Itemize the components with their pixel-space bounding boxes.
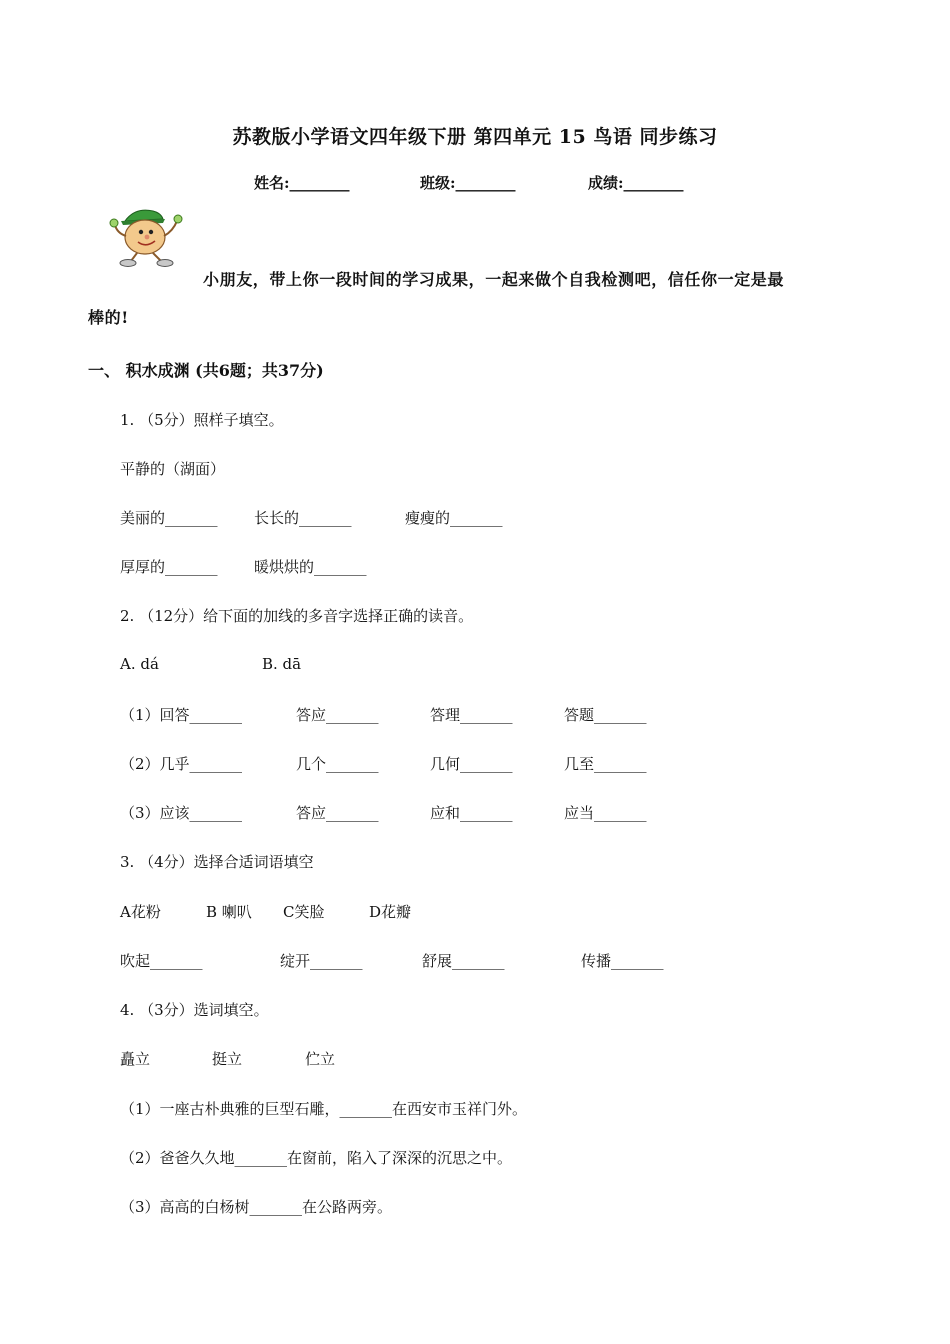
question-2-blank: 答应_______ xyxy=(296,804,379,822)
question-4-item: （1）一座古朴典雅的巨型石雕，_______在西安市玉祥门外。 xyxy=(120,1100,528,1118)
question-2-blank: （3）应该_______ xyxy=(120,804,243,822)
question-4-stem: 4. （3分）选词填空。 xyxy=(120,1001,269,1019)
intro-line-1: 小朋友，带上你一段时间的学习成果，一起来做个自我检测吧，信任你一定是最 xyxy=(203,270,785,289)
question-3-option: C笑脸 xyxy=(283,903,325,921)
question-2-blank: 答理_______ xyxy=(430,706,513,724)
question-4-item: （3）高高的白杨树_______在公路两旁。 xyxy=(120,1198,393,1216)
question-3-option: A花粉 xyxy=(120,903,161,921)
question-2-option: A. dá xyxy=(120,655,159,673)
question-3-option: B 喇叭 xyxy=(206,903,252,921)
question-1-blank: 暖烘烘的_______ xyxy=(254,558,367,576)
question-1-blank: 瘦瘦的_______ xyxy=(405,509,503,527)
question-3-blank: 绽开_______ xyxy=(280,952,363,970)
question-2-blank: 应当_______ xyxy=(564,804,647,822)
question-2-stem: 2. （12分）给下面的加线的多音字选择正确的读音。 xyxy=(120,607,474,625)
question-1-blank: 长长的_______ xyxy=(254,509,352,527)
student-name-field: 姓名:________ xyxy=(254,174,350,192)
question-2-blank: 应和_______ xyxy=(430,804,513,822)
question-1-blank: 厚厚的_______ xyxy=(120,558,218,576)
class-field: 班级:________ xyxy=(420,174,516,192)
question-4-item: （2）爸爸久久地_______在窗前，陷入了深深的沉思之中。 xyxy=(120,1149,513,1167)
question-2-blank: 答题_______ xyxy=(564,706,647,724)
intro-line-2: 棒的! xyxy=(88,308,129,327)
question-2-blank: （2）几乎_______ xyxy=(120,755,243,773)
question-4-word: 矗立 xyxy=(120,1050,151,1068)
question-1-stem: 1. （5分）照样子填空。 xyxy=(120,411,284,429)
question-3-blank: 吹起_______ xyxy=(120,952,203,970)
page-title: 苏教版小学语文四年级下册 第四单元 15 鸟语 同步练习 xyxy=(232,126,718,148)
question-1-blank: 美丽的_______ xyxy=(120,509,218,527)
question-2-blank: 几个_______ xyxy=(296,755,379,773)
cartoon-boy-mascot-icon xyxy=(105,203,191,269)
section-heading: 一、 积水成渊 (共6题；共37分) xyxy=(88,361,324,380)
question-3-blank: 传播_______ xyxy=(581,952,664,970)
question-2-blank: 几至_______ xyxy=(564,755,647,773)
question-2-blank: （1）回答_______ xyxy=(120,706,243,724)
question-4-word: 伫立 xyxy=(305,1050,336,1068)
question-3-option: D花瓣 xyxy=(369,903,412,921)
question-3-stem: 3. （4分）选择合适词语填空 xyxy=(120,853,314,871)
question-1-example: 平静的（湖面） xyxy=(120,460,226,478)
question-2-option: B. dā xyxy=(262,655,302,673)
score-field: 成绩:________ xyxy=(588,174,684,192)
question-4-word: 挺立 xyxy=(212,1050,243,1068)
question-3-blank: 舒展_______ xyxy=(422,952,505,970)
question-2-blank: 答应_______ xyxy=(296,706,379,724)
question-2-blank: 几何_______ xyxy=(430,755,513,773)
